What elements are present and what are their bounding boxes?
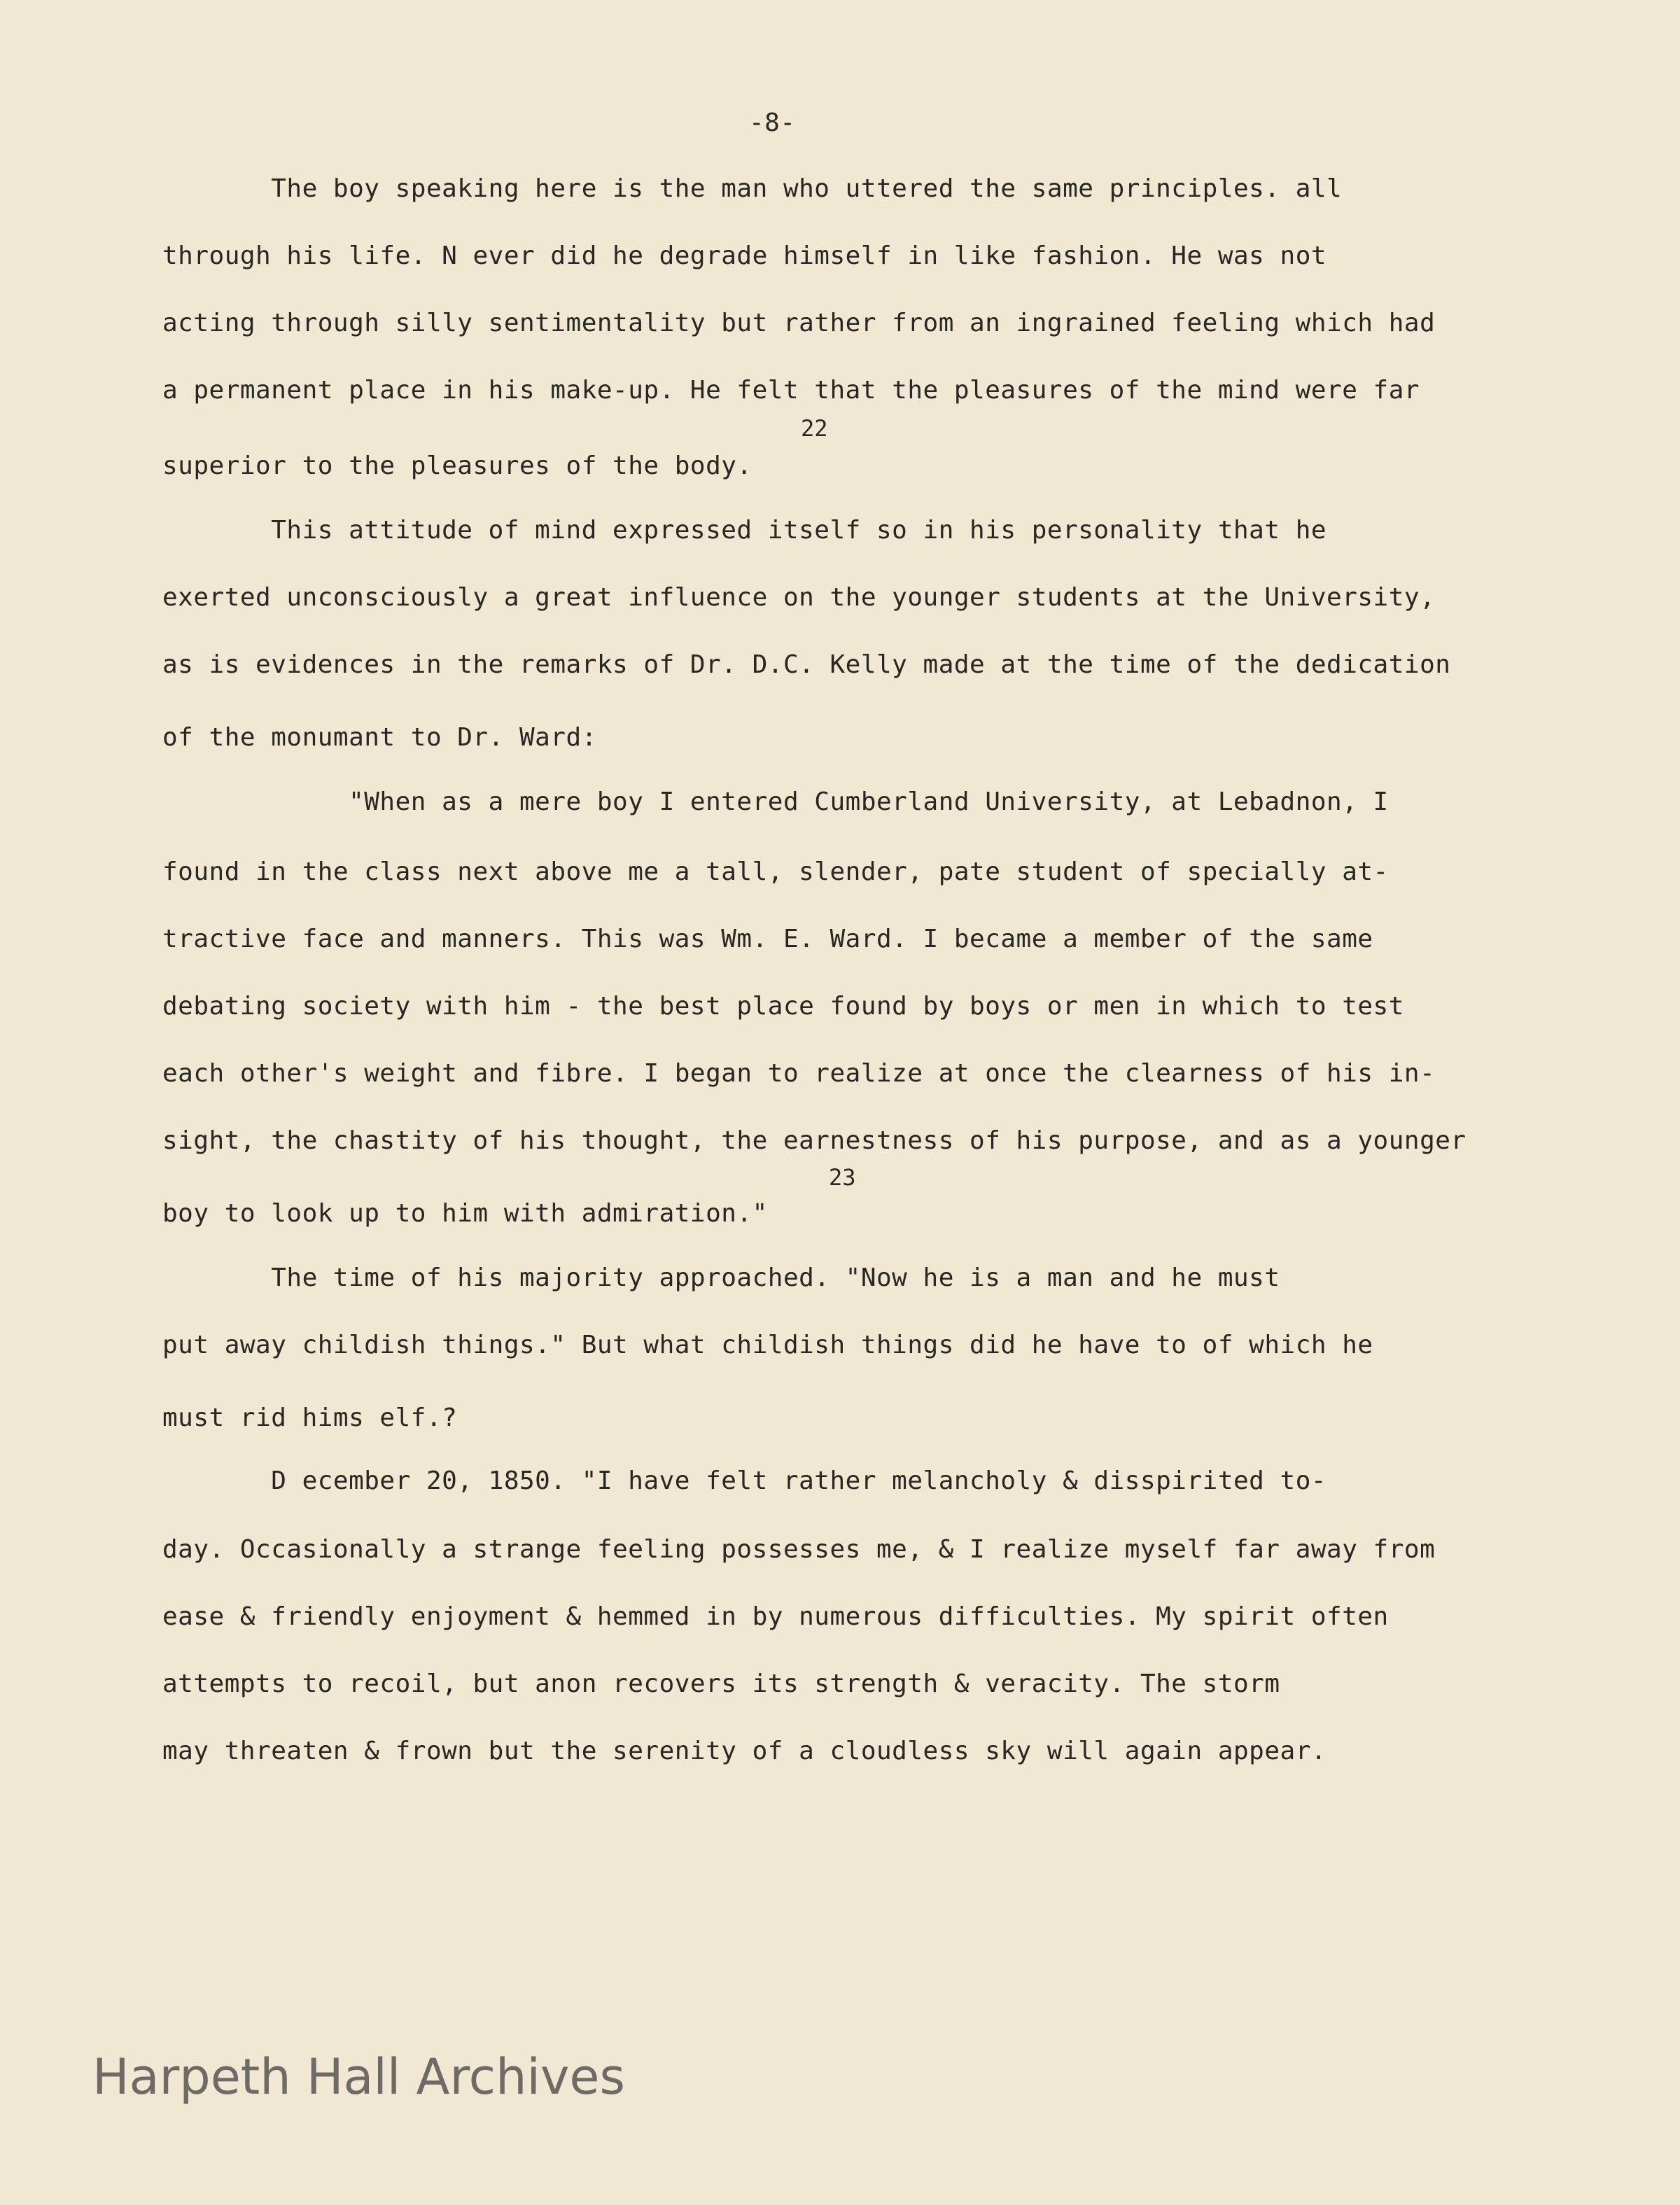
text-line-8: as is evidences in the remarks of Dr. D.C. Kelly made at the time of the dedication — [162, 650, 1451, 679]
text-line-9: of the monumant to Dr. Ward: — [162, 723, 597, 752]
archive-watermark: Harpeth Hall Archives — [92, 2048, 625, 2106]
text-line-5: superior to the pleasures of the body. — [162, 451, 752, 480]
page-number: -8- — [749, 108, 796, 137]
text-line-16: boy to look up to him with admiration." — [162, 1199, 768, 1228]
footnote-ref-22: 22 — [801, 415, 828, 442]
text-line-2: through his life. N ever did he degrade himself in like fashion. He was not — [162, 241, 1327, 270]
text-line-7: exerted unconsciously a great influence on the younger students at the University, — [162, 583, 1436, 612]
text-line-23: attempts to recoil, but anon recovers its strength & veracity. The storm — [162, 1670, 1280, 1698]
footnote-ref-23: 23 — [829, 1164, 856, 1191]
text-line-19: must rid hims elf.? — [162, 1404, 458, 1432]
text-line-20: D ecember 20, 1850. "I have felt rather melancholy & disspirited to- — [162, 1466, 1327, 1495]
text-line-22: ease & friendly enjoyment & hemmed in by numerous difficulties. My spirit often — [162, 1602, 1389, 1631]
text-line-6: This attitude of mind expressed itself so in his personality that he — [162, 516, 1327, 545]
text-line-1: The boy speaking here is the man who uttered the same principles. all — [162, 174, 1343, 203]
text-line-17: The time of his majority approached. "Now he is a man and he must — [162, 1264, 1280, 1292]
text-line-14: each other's weight and fibre. I began to realize at once the clearness of his in- — [162, 1059, 1436, 1088]
text-line-21: day. Occasionally a strange feeling possesses me, & I realize myself far away from — [162, 1535, 1436, 1564]
text-line-11: found in the class next above me a tall, slender, pate student of specially at- — [162, 858, 1389, 886]
text-line-24: may threaten & frown but the serenity of a cloudless sky will again appear. — [162, 1737, 1327, 1765]
text-line-10: "When as a mere boy I entered Cumberland University, at Lebadnon, I — [162, 788, 1389, 816]
text-line-18: put away childish things." But what childish things did he have to of which he — [162, 1331, 1373, 1359]
text-line-13: debating society with him - the best place found by boys or men in which to test — [162, 992, 1404, 1021]
text-line-12: tractive face and manners. This was Wm. E. Ward. I became a member of the same — [162, 925, 1373, 953]
text-line-4: a permanent place in his make-up. He felt that the pleasures of the mind were far — [162, 376, 1420, 405]
text-line-3: acting through silly sentimentality but rather from an ingrained feeling which had — [162, 309, 1436, 337]
text-line-15: sight, the chastity of his thought, the earnestness of his purpose, and as a younger — [162, 1126, 1466, 1155]
